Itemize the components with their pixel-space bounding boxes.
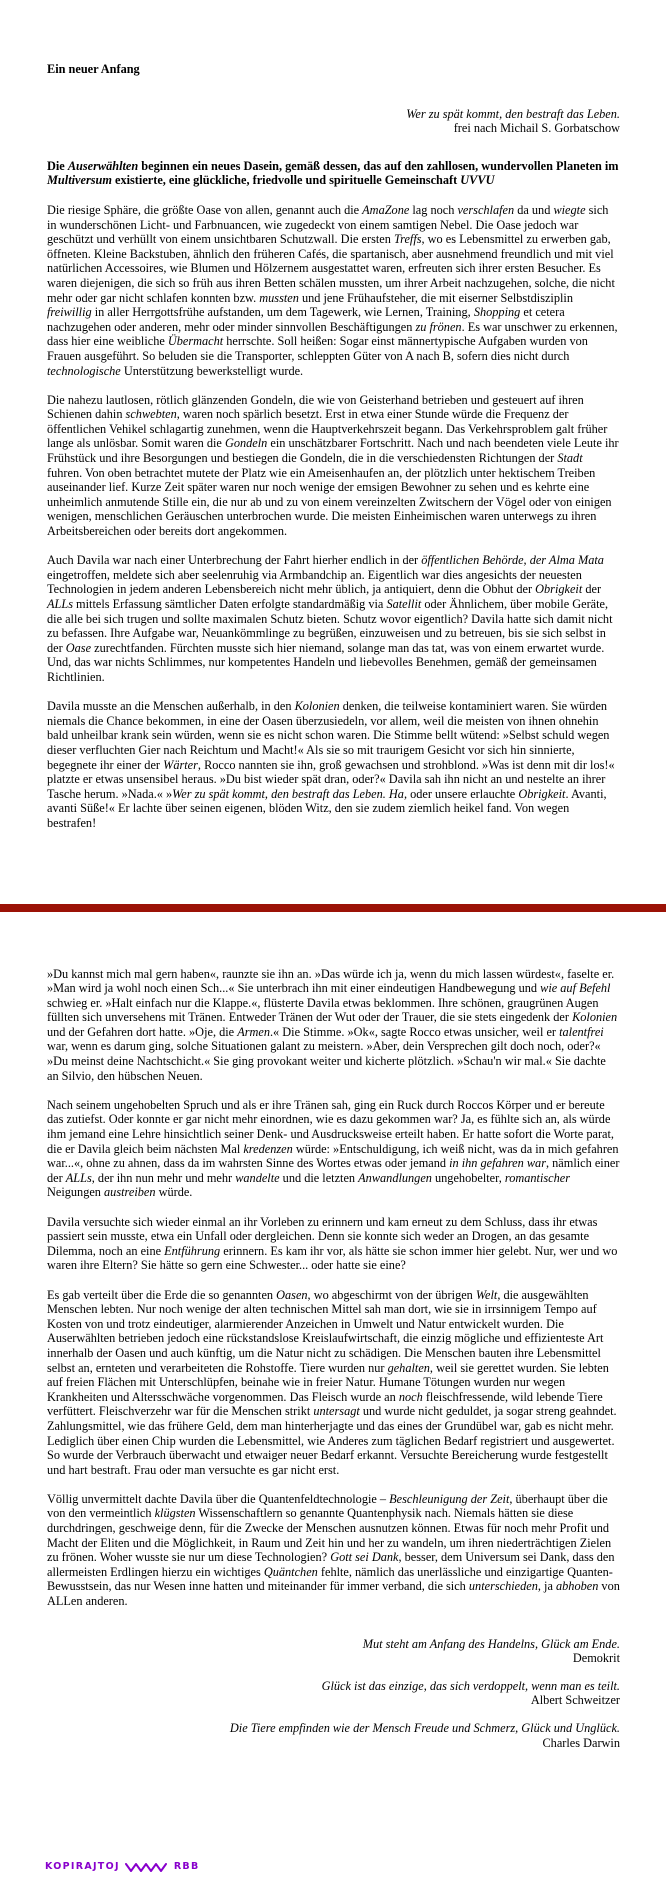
text-run: würde: »Entschuldigung, ich weiß nicht, was da in mich gefahren war...«, ohne zu ahnen, dass da im wahrsten Sinne des Wortes etwas oder jemand (47, 1141, 619, 1171)
text-run: in ihn gefahren war (449, 1156, 546, 1171)
text-run: würde. (155, 1185, 193, 1200)
text-run: freiwillig (47, 305, 92, 320)
text-run: beginnen ein neues Dasein, gemäß dessen, das auf den zahllosen, wundervollen Planeten im (138, 158, 619, 173)
text-run: Welt (475, 1287, 498, 1302)
text-run: Die nahezu lautlosen, rötlich glänzenden Gondeln, die wie von Geisterhand betrieben und gesteuert auf ihren Schienen dahin (47, 392, 584, 422)
text-run: kredenzen (243, 1141, 293, 1156)
text-run: lag noch (409, 202, 458, 217)
text-run: Quäntchen (263, 1564, 318, 1579)
text-run: wandelte (235, 1170, 280, 1185)
text-run: , wo es Lebensmittel zu erwerben gab, öffneten. Kleine Backstuben, ähnlich den früheren Cafés, die spartanisch, aber ausnehmend freundlich und mit viel natürlichen Accessoires, wie Blumen und Hölzernem ausgestattet waren, erfreuten sich ihrer ersten Besucher. Es waren diejenigen, die sich so früh aus ihren Betten schälen mussten, um ihrer Arbeit nachzugehen, solche, die nicht mehr oder gar nicht schlafen konnten bzw. (47, 232, 615, 305)
paragraph (47, 1492, 620, 1609)
text-run: talentfrei (559, 1024, 604, 1039)
text-run: , die ausgewählten Menschen lebten. Nur noch wenige der alten technischen Mittel sah man dort, wie sie in irrsinnigem Tempo auf Kosten von und trotz eindeutiger, alarmierender Anzeichen in Umwelt und Natur entwickelt wurden. Die Auserwählten betrieben jedoch eine rückstandslose Kreislaufwirtschaft, die einzig mögliche und effizienteste Art innerhalb der Oasen und auch künftig, um die Natur nicht zu schädigen. Die Menschen bauten ihre Lebensmittel selbst an, ernteten und verarbeiteten die Rohstoffe. Tiere wurden nur (47, 1287, 604, 1375)
text-run: Völlig unvermittelt dachte Davila über die Quantenfeldtechnologie – (47, 1491, 390, 1506)
section-bottom (0, 967, 666, 1751)
text-run: romantischer (504, 1170, 570, 1185)
text-run: AmaZone (362, 202, 410, 217)
text-run: und die letzten (279, 1170, 359, 1185)
text-run: fehlte, nämlich das unerlässliche und einzigartige Quanten-Bewusstsein, das nur Wesen inne hatten und miteinander für immer verband, die sich (47, 1564, 613, 1594)
text-run: , besser, dem Universum sei Dank, dass den allermeisten Erdlingen hierzu ein wichtiges (47, 1550, 615, 1579)
text-run: Auserwählten (67, 158, 139, 173)
epigraph-attribution: frei nach Michail S. Gorbatschow (453, 121, 620, 136)
text-run: noch (398, 1389, 423, 1404)
quote-attribution: Charles Darwin (542, 1735, 620, 1750)
text-run: .« Die Stimme. »Ok«, sagte Rocco etwas unsicher, weil er (269, 1024, 560, 1039)
paragraph (47, 203, 620, 378)
text-run: Auch Davila war nach einer Unterbrechung der Fahrt hierher endlich in der (47, 553, 422, 568)
text-run: , nämlich einer der (47, 1156, 620, 1185)
text-run: technologische (47, 363, 121, 378)
paragraph (47, 553, 620, 684)
text-run: mussten (259, 290, 299, 305)
text-run: abhoben (556, 1579, 599, 1594)
text-run: ungehobelter, (431, 1170, 505, 1185)
text-run: der (582, 582, 602, 597)
text-run: da und (514, 202, 554, 217)
text-run: schwieg er. »Halt einfach nur die Klappe.«, flüsterte Davila etwas beklommen. Ihre schönen, graugrünen Augen füllten sich unversehens mit Tränen. Entweder Tränen der Wut oder der Trauer, die sie stets eingedenk der (47, 995, 599, 1025)
text-run: und jene Frühaufsteher, die mit eiserner Selbstdisziplin (298, 290, 573, 305)
text-run: war, wenn es darum ging, solche Situationen galant zu meistern. »Aber, dein Versprechen gilt doch noch, oder?« »Du meinst deine Nachtschicht.« Sie ging provokant weiter und kicherte plötzlich. »Schau'n wir mal.« Sie dachte an Silvio, den hübschen Neuen. (47, 1039, 606, 1083)
text-run: Wärter (163, 757, 198, 772)
text-run: eingetroffen, meldete sich aber seelenruhig via Armbandchip an. Eigentlich war dies angesichts der neuesten Technologien in jedem anderen Lebensbereich nicht mehr üblich, ja antiquiert, denn die Obhut der (47, 567, 582, 597)
text-run: in aller Herrgottsfrühe aufstanden, um dem Tagewerk, wie Lernen, Training, (91, 305, 474, 320)
text-run: und wurde nicht geduldet, ja sogar streng geahndet. Zahlungsmittel, wie das frühere Geld, dem man hinterherjagte und das eines der Grundübel war, gab es nicht mehr. Lediglich über einen Chip wurden die Lebensmittel, wie Anderes zum täglichen Bedarf registriert und ausgewertet. So wurde der Verbrauch überwacht und etwaiger neuer Bedarf erkannt. Versuchte Bereicherung wurde festgestellt und hart bestraft. Frau oder man versuchte es gar nicht erst. (47, 1404, 617, 1477)
text-run: Oasen (276, 1287, 308, 1302)
text-run: und der Gefahren dort hatte. »Oje, die (47, 1024, 238, 1039)
text-run: Unterstützung bewerkstelligt wurde. (120, 363, 304, 378)
text-run: , wo abgeschirmt von der übrigen (307, 1287, 476, 1302)
text-run: schwebten (125, 407, 177, 422)
section-top (0, 0, 666, 831)
quote-demokrit (47, 1637, 620, 1666)
text-run: austreiben (104, 1185, 156, 1200)
text-run: Anwandlungen (358, 1170, 432, 1185)
epigraph (47, 107, 620, 136)
text-run: Die (47, 158, 68, 173)
text-run: Wissenschaftlern so genannte Quantenphysik nach. Niemals hätten sie diese durchdringen, geschweige denn, für die Zwecke der Menschen ausnutzen können. Etwas für noch mehr Profit und Macht der Eliten und die Möglichkeit, in Raum und Zeit hin und her zu wandeln, um ihren niederträchtigen Zielen zu frönen. Woher wusste sie nur um diese Technologien? (47, 1506, 612, 1565)
paragraph (47, 1288, 620, 1478)
text-run: Nach seinem ungehobelten Spruch und als er ihre Tränen sah, ging ein Ruck durch Roccos Körper und er bereute das zutiefst. Oder konnte er gar nicht mehr einordnen, wie es dazu gekommen war? Ja, es fühlte sich an, als würde ihm jemand eine Lehre hinsichtlich seiner Denk- und Ausdrucksweise erteilt haben. Er hatte sofort die Worte parat, die er Davila gleich beim nächsten Mal (47, 1097, 614, 1156)
text-run: unterschieden (468, 1579, 538, 1594)
paragraph (47, 699, 620, 830)
paragraph (47, 1098, 620, 1200)
text-run: oder Ähnlichem, über mobile Geräte, die alle bei sich trugen und sollte maximalen Schutz bieten. Schutz wovor eigentlich? Davila hatte sich damit nicht zu befassen. Ihre Aufgabe war, Neuankömmlinge zu begrüßen, einzuweisen und zu betreuen, bis sie sich selbst in der (47, 597, 613, 655)
text-run: wie auf Befehl (540, 981, 611, 996)
signature-suffix: RBB (173, 1861, 200, 1872)
section-divider (0, 904, 666, 912)
text-run: Stadt (557, 451, 583, 466)
text-run: . Es war unschwer zu erkennen, dass hier eine weibliche (47, 319, 618, 349)
page-title: Ein neuer Anfang (47, 62, 140, 76)
text-run: fuhren. Von oben betrachtet mutete der Platz wie ein Ameisenhaufen an, der plötzlich unter hektischem Treiben auseinander lief. Kurze Zeit später waren nur noch wenige der emsigen Bewohner zu sehen und es kehrte eine unheimlich anmutende Stille ein, die nur ab und zu von einem vereinzelten Zwitschern der Vögel oder von einigen wenigen, menschlichen Geräuschen unterbrochen wurde. Die meisten Einheimischen waren unterwegs zu ihren Arbeitsbereichen oder bereits dort angekommen. (47, 465, 612, 539)
text-run: Wer zu spät kommt, den bestraft das Leben. Ha, (172, 786, 408, 801)
closing-quotes (47, 1637, 620, 1751)
text-run: herrschte. Soll heißen: Sogar einst männertypische Aufgaben wurden von Frauen ausgeführt. So beluden sie die Transporter, schleppten Güter von A nach B, sofern dies nicht durch (47, 334, 588, 363)
text-run: Es gab verteilt über die Erde die so genannten (47, 1287, 277, 1302)
text-run: ALLs (47, 597, 73, 611)
text-run: ein unschätzbarer Fortschritt. Nach und nach beendeten viele Leute ihr Frühstück und ihre Besorgungen und bestiegen die Gondeln, die in die verschiedensten Richtungen der (47, 436, 619, 466)
text-run: Gondeln (224, 436, 268, 451)
lead-paragraph (47, 159, 620, 188)
text-run: erinnern. Es kam ihr vor, als hätte sie schon immer hier gelebt. Nur, wer und wo waren ihre Eltern? Sie hätte so gern eine Schwester... oder hatte sie eine? (47, 1243, 618, 1273)
text-run: verschlafen (457, 202, 515, 217)
text-run: , Rocco nannten sie ihn, groß gewachsen und strohblond. »Was ist denn mit dir los!« platzte er etwas unsensibel heraus. »Du bist wieder spät dran, oder?« Davila sah ihn nicht an und nestelte an ihrer Tasche herum. »Nada.« » (47, 757, 615, 801)
text-run: existierte, eine glückliche, friedvolle und spirituelle Gemeinschaft (111, 173, 461, 188)
text-run: untersagt (313, 1404, 360, 1419)
text-run: , waren noch spärlich besetzt. Erst in etwa einer Stunde würde die Frequenz der öffentlichen Vehikel schlagartig zunehmen, wenn die Hauptverkehrszeit begann. Das Verkehrsproblem galt früher lange als unlösbar. Somit waren die (47, 407, 608, 451)
text-run: , weil sie gerettet wurden. Sie lebten auf freien Flächen mit Unterschlüpfen, beinahe wie in freier Natur. Humane Tötungen wurden nur wegen Krankheiten und Altersschwäche vorgenommen. Das Fleisch wurde an (47, 1360, 609, 1404)
text-run: et cetera nachzugehen oder anderen, mehr oder minder sinnvollen Beschäftigungen (47, 305, 565, 334)
quote-text: Glück ist das einzige, das sich verdoppelt, wenn man es teilt. (321, 1678, 620, 1693)
text-run: Satellit (386, 597, 422, 611)
text-run: Obrigkeit (518, 786, 566, 801)
quote-schweitzer (47, 1679, 620, 1708)
copyright-signature (45, 1860, 200, 1875)
text-run: Übermacht (167, 334, 224, 349)
text-run: , überhaupt über die von den vermeintlich (47, 1491, 608, 1521)
text-run: UVVU (460, 173, 495, 188)
part2-paragraphs (47, 967, 620, 1609)
text-run: sich in wunderschönen Licht- und Farbnuancen, wie zugedeckt von einem samtigen Nebel. Die Oase jedoch war geschützt und verhüllt von einem unsichtbaren Schutzwall. Die ersten (47, 202, 609, 247)
text-run: wiegte (553, 202, 586, 217)
text-run: zurechtfanden. Fürchten musste sich hier niemand, solange man das tat, was von einem erwartet wurde. Und, das war nichts Schlimmes, nur kompetentes Handeln und liebevolles Benehmen, gemäß der gemeinsamen Richtlinien. (47, 640, 605, 684)
text-run: fleischfressende, wild lebende Tiere verfüttert. Fleischverzehr war für die Menschen strikt (47, 1389, 603, 1419)
text-run: Obrigkeit (535, 582, 583, 597)
quote-text: Mut steht am Anfang des Handelns, Glück am Ende. (362, 1636, 620, 1651)
text-run: Treffs (393, 232, 422, 247)
text-run: oder unsere erlauchte (407, 786, 519, 801)
quote-darwin (47, 1721, 620, 1750)
uvvu-squiggle (125, 1861, 169, 1873)
text-run: Kolonien (572, 1010, 618, 1025)
text-run: mittels Erfassung sämtlicher Daten erfolgte standardmäßig via (72, 597, 387, 611)
text-run: , der ihn nun mehr und mehr (91, 1170, 236, 1185)
text-run: Die riesige Sphäre, die größte Oase von allen, genannt auch die (47, 202, 363, 217)
text-run: Kolonien (294, 699, 340, 714)
text-run: denken, die teilweise kontaminiert waren. Sie würden niemals die Chance bekommen, in eine der Oasen überzusiedeln, vor allem, weil die meisten von ihnen ohnehin bald unheilbar krank sein würden, wenn sie es nicht schon waren. Die Stimme bellt wütend: »Selbst schuld wegen dieser verfluchten Gier nach Reichtum und Macht!« Als sie so mit traurigem Gesicht vor sich hin sinnierte, begegnete ihr einer der (47, 699, 610, 772)
text-run: Multiversum (47, 173, 112, 188)
quote-text: Die Tiere empfinden wie der Mensch Freude und Schmerz, Glück und Unglück. (229, 1721, 620, 1735)
text-run: Armen (237, 1024, 270, 1039)
text-run: zu frönen (415, 319, 462, 334)
quote-attribution: Albert Schweitzer (530, 1693, 620, 1708)
paragraph (47, 393, 620, 539)
text-run: Beschleunigung der Zeit (389, 1491, 510, 1506)
text-run: Davila versuchte sich wieder einmal an ihr Vorleben zu erinnern und kam erneut zu dem Schluss, dass ihr etwas passiert sein musste, etwa ein Unfall oder dergleichen. Denn sie konnte sich weder an Drogen, an das gesamte Dilemma, noch an eine (47, 1214, 598, 1258)
text-run: Neigungen (47, 1185, 105, 1200)
text-run: . Avanti, avanti Süße!« Er lachte über seinen eigenen, blöden Witz, den sie zudem ziemlich heikel fand. Von wegen bestrafen! (47, 786, 607, 830)
paragraph (47, 967, 620, 1084)
signature-prefix: KOPIRAJTOJ (45, 1861, 120, 1872)
text-run: , ja (537, 1579, 556, 1594)
text-run: Gott sei Dank (330, 1550, 399, 1565)
part1-paragraphs (47, 203, 620, 831)
text-run: »Du kannst mich mal gern haben«, raunzte sie ihn an. »Das würde ich ja, wenn du mich lassen würdest«, faselte er. »Man wird ja wohl noch einen Sch...« Sie unterbrach ihn mit einer eindeutigen Handbewegung und (47, 966, 615, 996)
text-run: gehalten (387, 1360, 430, 1375)
text-run: von ALLen anderen. (47, 1579, 620, 1609)
paragraph (47, 1215, 620, 1273)
text-run: klügsten (154, 1506, 196, 1521)
text-run: Davila musste an die Menschen außerhalb, in den (47, 699, 295, 714)
text-run: ALLs (65, 1170, 92, 1185)
text-run: Oase (65, 640, 92, 655)
text-run: Entführung (164, 1243, 221, 1258)
text-run: öffentlichen Behörde, der Alma Mata (421, 553, 604, 568)
quote-attribution: Demokrit (572, 1651, 620, 1666)
text-run: Shopping (473, 305, 521, 320)
epigraph-quote: Wer zu spät kommt, den bestraft das Leben. (406, 106, 620, 121)
